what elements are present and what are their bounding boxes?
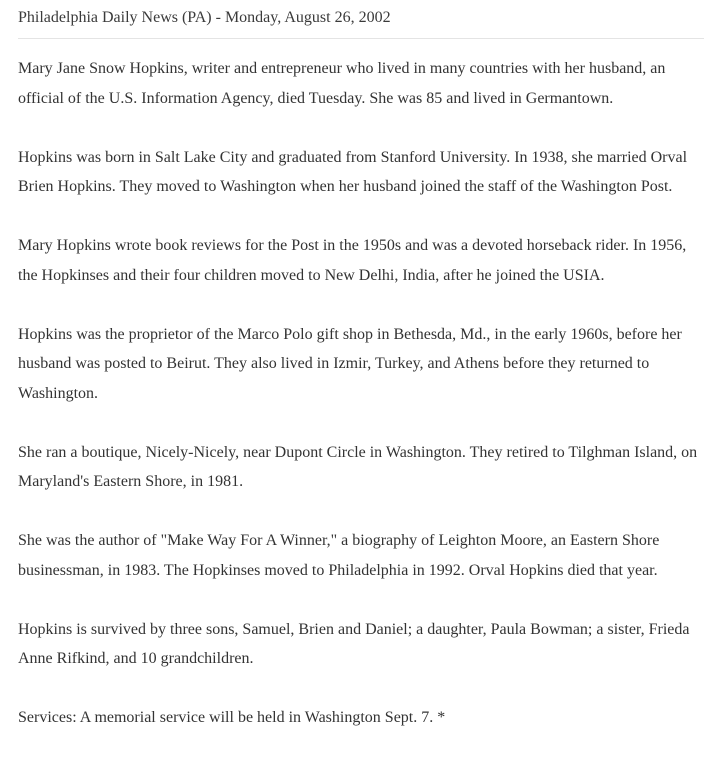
article-body — [18, 54, 706, 733]
source-date-line: Philadelphia Daily News (PA) - Monday, August 26, 2002 — [18, 9, 391, 26]
header-divider — [18, 38, 704, 39]
paragraph-3: Mary Hopkins wrote book reviews for the Post in the 1950s and was a devoted horseback rider. In 1956, the Hopkinses and their four children moved to New Delhi, India, after he joined the USIA. — [18, 237, 687, 284]
paragraph-5: She ran a boutique, Nicely-Nicely, near Dupont Circle in Washington. They retired to Tilghman Island, on Maryland's Eastern Shore, in 1981. — [18, 443, 698, 490]
paragraph-1: Mary Jane Snow Hopkins, writer and entrepreneur who lived in many countries with her husband, an official of the U.S. Information Agency, died Tuesday. She was 85 and lived in Germantown. — [18, 60, 666, 107]
paragraph-4: Hopkins was the proprietor of the Marco Polo gift shop in Bethesda, Md., in the early 1960s, before her husband was posted to Beirut. They also lived in Izmir, Turkey, and Athens before they returned to Washington. — [18, 325, 682, 402]
paragraph-8: Services: A memorial service will be held in Washington Sept. 7. * — [18, 709, 446, 726]
paragraph-7: Hopkins is survived by three sons, Samuel, Brien and Daniel; a daughter, Paula Bowman; a sister, Frieda Anne Rifkind, and 10 grandchildren. — [18, 620, 690, 667]
paragraph-2: Hopkins was born in Salt Lake City and graduated from Stanford University. In 1938, she married Orval Brien Hopkins. They moved to Washington when her husband joined the staff of the Washington Post. — [18, 148, 688, 195]
paragraph-6: She was the author of "Make Way For A Winner," a biography of Leighton Moore, an Eastern Shore businessman, in 1983. The Hopkinses moved to Philadelphia in 1992. Orval Hopkins died that year. — [18, 532, 660, 579]
